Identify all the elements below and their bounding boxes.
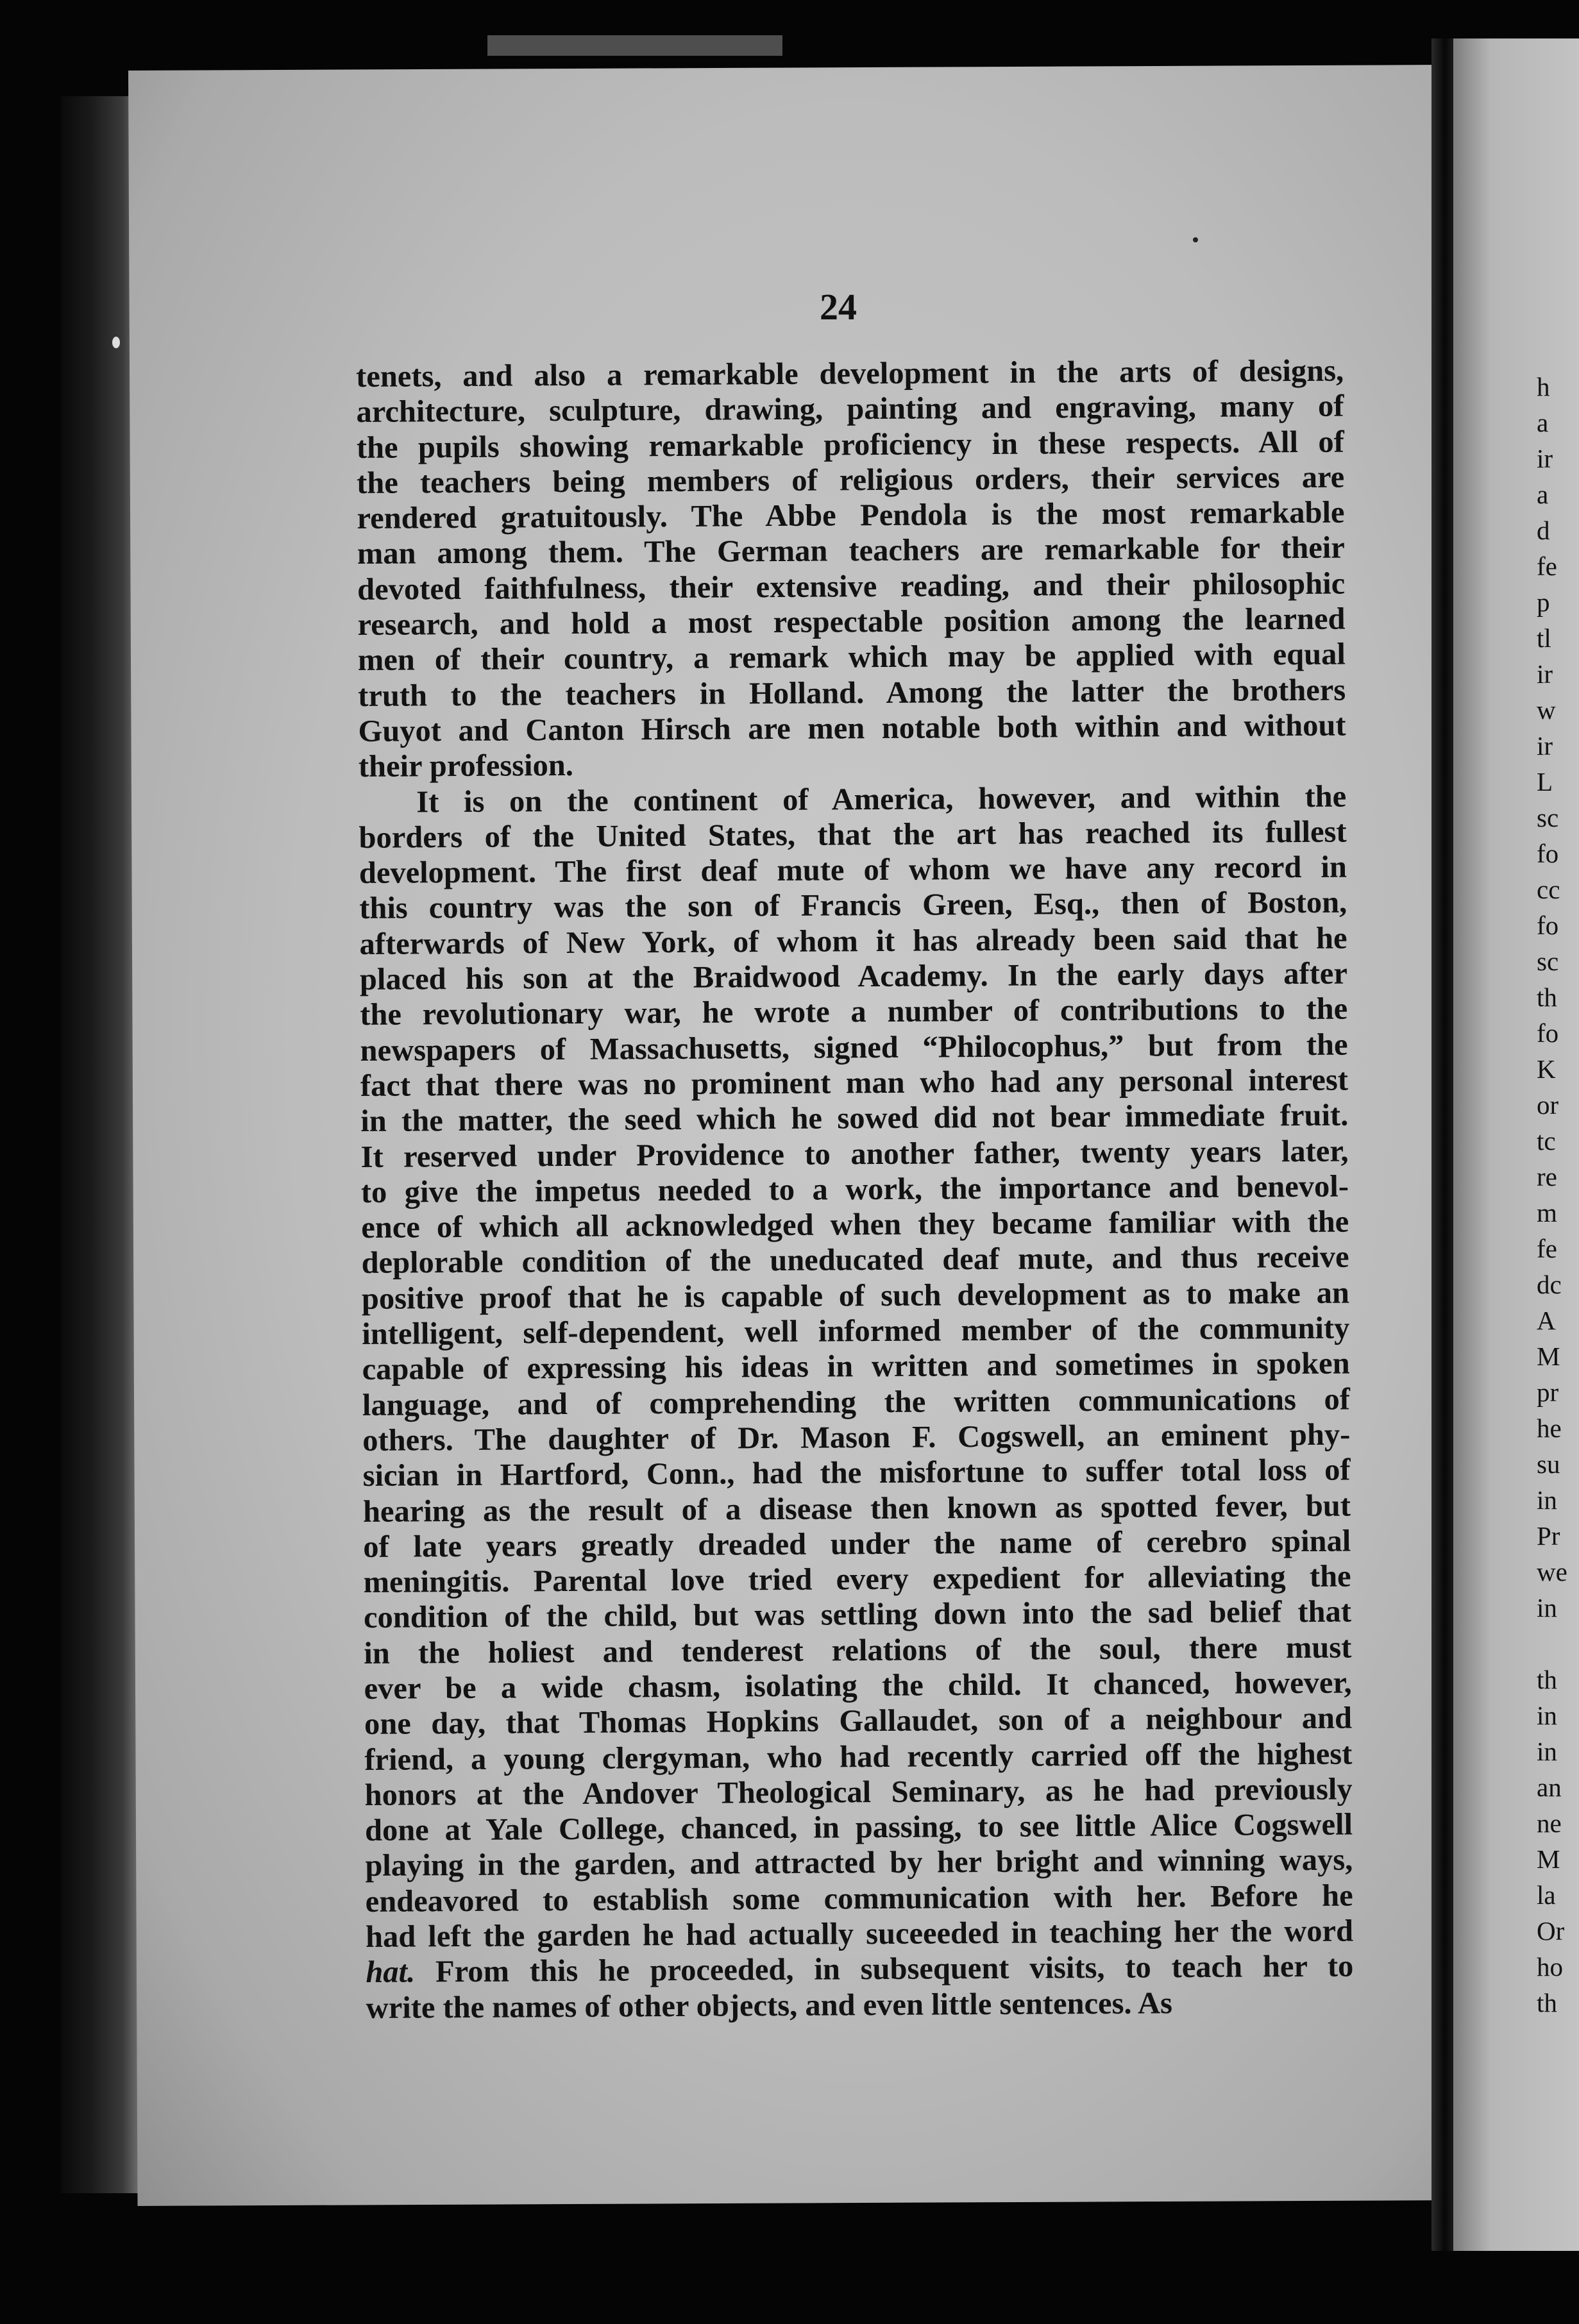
facing-line-fragment: w (1537, 695, 1556, 725)
text-line: in the holiest and tenderest relations of the soul, there must (364, 1630, 1352, 1671)
text-line: had left the garden he had actually suceeeded in teaching her the word (365, 1914, 1354, 1955)
facing-line-fragment: tl (1537, 623, 1551, 653)
facing-line-fragment: re (1537, 1162, 1557, 1191)
facing-line-fragment: an (1537, 1772, 1562, 1802)
facing-line-fragment: K (1537, 1054, 1556, 1084)
text-line: the teachers being members of religious orders, their services are (357, 460, 1345, 500)
facing-line-fragment: th (1537, 982, 1557, 1012)
text-line: this country was the son of Francis Green, Esq., then of Boston, (359, 886, 1347, 926)
facing-line-fragment: we (1537, 1557, 1567, 1587)
text-line: fact that there was no prominent man who had any personal interest (360, 1063, 1349, 1103)
facing-line-fragment: a (1537, 408, 1549, 437)
facing-line-fragment: ho (1537, 1952, 1563, 1982)
line-text: From this he proceeded, in subsequent visits, to teach her to (415, 1949, 1354, 1989)
text-line: borders of the United States, that the art has reached its fullest (359, 814, 1347, 855)
text-line: newspapers of Massachusetts, signed “Philocophus,” but from the (360, 1027, 1348, 1068)
dust-speck (1193, 237, 1198, 242)
text-line: architecture, sculpture, drawing, painting and engraving, many of (356, 389, 1344, 430)
facing-line-fragment: m (1537, 1198, 1557, 1227)
facing-line-fragment: in (1537, 1485, 1557, 1515)
facing-line-fragment: th (1537, 1988, 1557, 2017)
facing-line-fragment (1537, 1626, 1567, 1662)
text-line: It reserved under Providence to another father, twenty years later, (360, 1134, 1349, 1174)
facing-line-fragment: fe (1537, 1234, 1557, 1263)
text-line: in the matter, the seed which he sowed did not bear immediate fruit. (360, 1098, 1349, 1139)
text-line: It is on the continent of America, however, and within the (416, 779, 1347, 819)
text-line: man among them. The German teachers are remarkable for their (357, 531, 1345, 571)
text-line: the revolutionary war, he wrote a number of contributions to the (360, 991, 1348, 1032)
facing-page-text (1537, 369, 1567, 2021)
facing-line-fragment: sc (1537, 947, 1559, 976)
text-line: endeavored to establish some communication with her. Before he (365, 1878, 1353, 1919)
text-line: placed his son at the Braidwood Academy. In the early days after (359, 956, 1348, 997)
text-line: the pupils showing remarkable proficiency in these respects. All of (356, 425, 1344, 465)
book-spine-edge (61, 96, 138, 2193)
facing-line-fragment: in (1537, 1701, 1557, 1730)
film-edge-strip (487, 35, 782, 56)
facing-line-fragment: fo (1537, 911, 1559, 940)
facing-line-fragment: sc (1537, 803, 1559, 832)
facing-line-fragment: in (1537, 1593, 1557, 1622)
facing-line-fragment: ne (1537, 1808, 1562, 1838)
facing-line-fragment: p (1537, 587, 1550, 617)
text-line: men of their country, a remark which may be applied with equal (357, 637, 1346, 678)
facing-line-fragment: pr (1537, 1377, 1559, 1407)
text-line: tenets, and also a remarkable development in the arts of designs, (356, 353, 1344, 394)
text-line: capable of expressing his ideas in written and sometimes in spoken (362, 1346, 1350, 1387)
text-line: friend, a young clergyman, who had recently carried off the highest (364, 1737, 1353, 1777)
facing-line-fragment: M (1537, 1844, 1560, 1874)
facing-line-fragment: a (1537, 480, 1549, 509)
facing-line-fragment: th (1537, 1665, 1557, 1694)
facing-line-fragment: fe (1537, 552, 1557, 581)
text-line: ence of which all acknowledged when they became familiar with the (361, 1204, 1349, 1245)
facing-line-fragment: Or (1537, 1916, 1565, 1946)
text-line: condition of the child, but was settling down into the sad belief that (363, 1594, 1352, 1635)
text-line: done at Yale College, chanced, in passing, to see little Alice Cogswell (364, 1807, 1353, 1848)
facing-line-fragment: dc (1537, 1270, 1562, 1299)
facing-line-fragment: fo (1537, 1018, 1559, 1048)
text-line (366, 1949, 1353, 1991)
facing-line-fragment: la (1537, 1880, 1556, 1910)
text-line: playing in the garden, and attracted by her bright and winning ways, (365, 1843, 1353, 1883)
text-line: honors at the Andover Theological Seminary, as he had previously (364, 1772, 1353, 1812)
text-line: devoted faithfulness, their extensive reading, and their philosophic (357, 566, 1346, 607)
facing-line-fragment: cc (1537, 875, 1560, 904)
italic-word: hat. (366, 1955, 416, 1990)
text-line: language, and of comprehending the written communications of (362, 1382, 1351, 1422)
text-line: write the names of other objects, and even little sentences. As (366, 1985, 1173, 2025)
text-line: their profession. (358, 748, 574, 784)
facing-line-fragment: d (1537, 516, 1550, 545)
text-line: one day, that Thomas Hopkins Gallaudet, son of a neighbour and (364, 1701, 1353, 1742)
facing-line-fragment: M (1537, 1342, 1560, 1371)
facing-line-fragment: ir (1537, 731, 1553, 761)
page-gutter (1431, 38, 1453, 2251)
facing-line-fragment: he (1537, 1413, 1562, 1443)
text-line: intelligent, self-dependent, well informed member of the community (362, 1311, 1350, 1351)
text-line: Guyot and Canton Hirsch are men notable both within and without (358, 708, 1346, 748)
facing-line-fragment: Pr (1537, 1521, 1560, 1551)
text-line: others. The daughter of Dr. Mason F. Cogswell, an eminent phy- (362, 1417, 1351, 1458)
text-line: of late years greatly dreaded under the name of cerebro spinal (363, 1524, 1351, 1564)
facing-line-fragment: ir (1537, 444, 1553, 473)
facing-line-fragment: fo (1537, 839, 1559, 868)
facing-line-fragment: or (1537, 1090, 1559, 1120)
page-body-text (356, 353, 1354, 2026)
text-line: positive proof that he is capable of such development as to make an (361, 1276, 1350, 1316)
text-line: afterwards of New York, of whom it has already been said that he (359, 921, 1347, 961)
text-line: ever be a wide chasm, isolating the child. It chanced, however, (364, 1665, 1352, 1706)
text-line: research, and hold a most respectable position among the learned (357, 602, 1346, 643)
facing-line-fragment: tc (1537, 1126, 1556, 1156)
facing-line-fragment: A (1537, 1306, 1556, 1335)
text-line: hearing as the result of a disease then known as spotted fever, but (362, 1488, 1351, 1529)
facing-line-fragment: h (1537, 372, 1550, 401)
text-line: development. The first deaf mute of whom we have any record in (359, 850, 1347, 891)
page-number: 24 (820, 286, 857, 328)
text-line: rendered gratuitously. The Abbe Pendola is the most remarkable (357, 495, 1345, 536)
text-line: to give the impetus needed to a work, the importance and benevol- (360, 1169, 1349, 1209)
facing-line-fragment: in (1537, 1737, 1557, 1766)
facing-line-fragment: ir (1537, 659, 1553, 689)
facing-line-fragment: su (1537, 1449, 1560, 1479)
text-line: sician in Hartford, Conn., had the misfortune to suffer total loss of (362, 1453, 1351, 1494)
facing-line-fragment: L (1537, 767, 1553, 796)
text-line: deplorable condition of the uneducated deaf mute, and thus receive (361, 1240, 1349, 1281)
facing-page (1453, 38, 1579, 2251)
dust-speck (112, 337, 120, 348)
text-line: truth to the teachers in Holland. Among the latter the brothers (358, 673, 1346, 713)
text-line: meningitis. Parental love tried every expedient for alleviating the (363, 1559, 1351, 1600)
